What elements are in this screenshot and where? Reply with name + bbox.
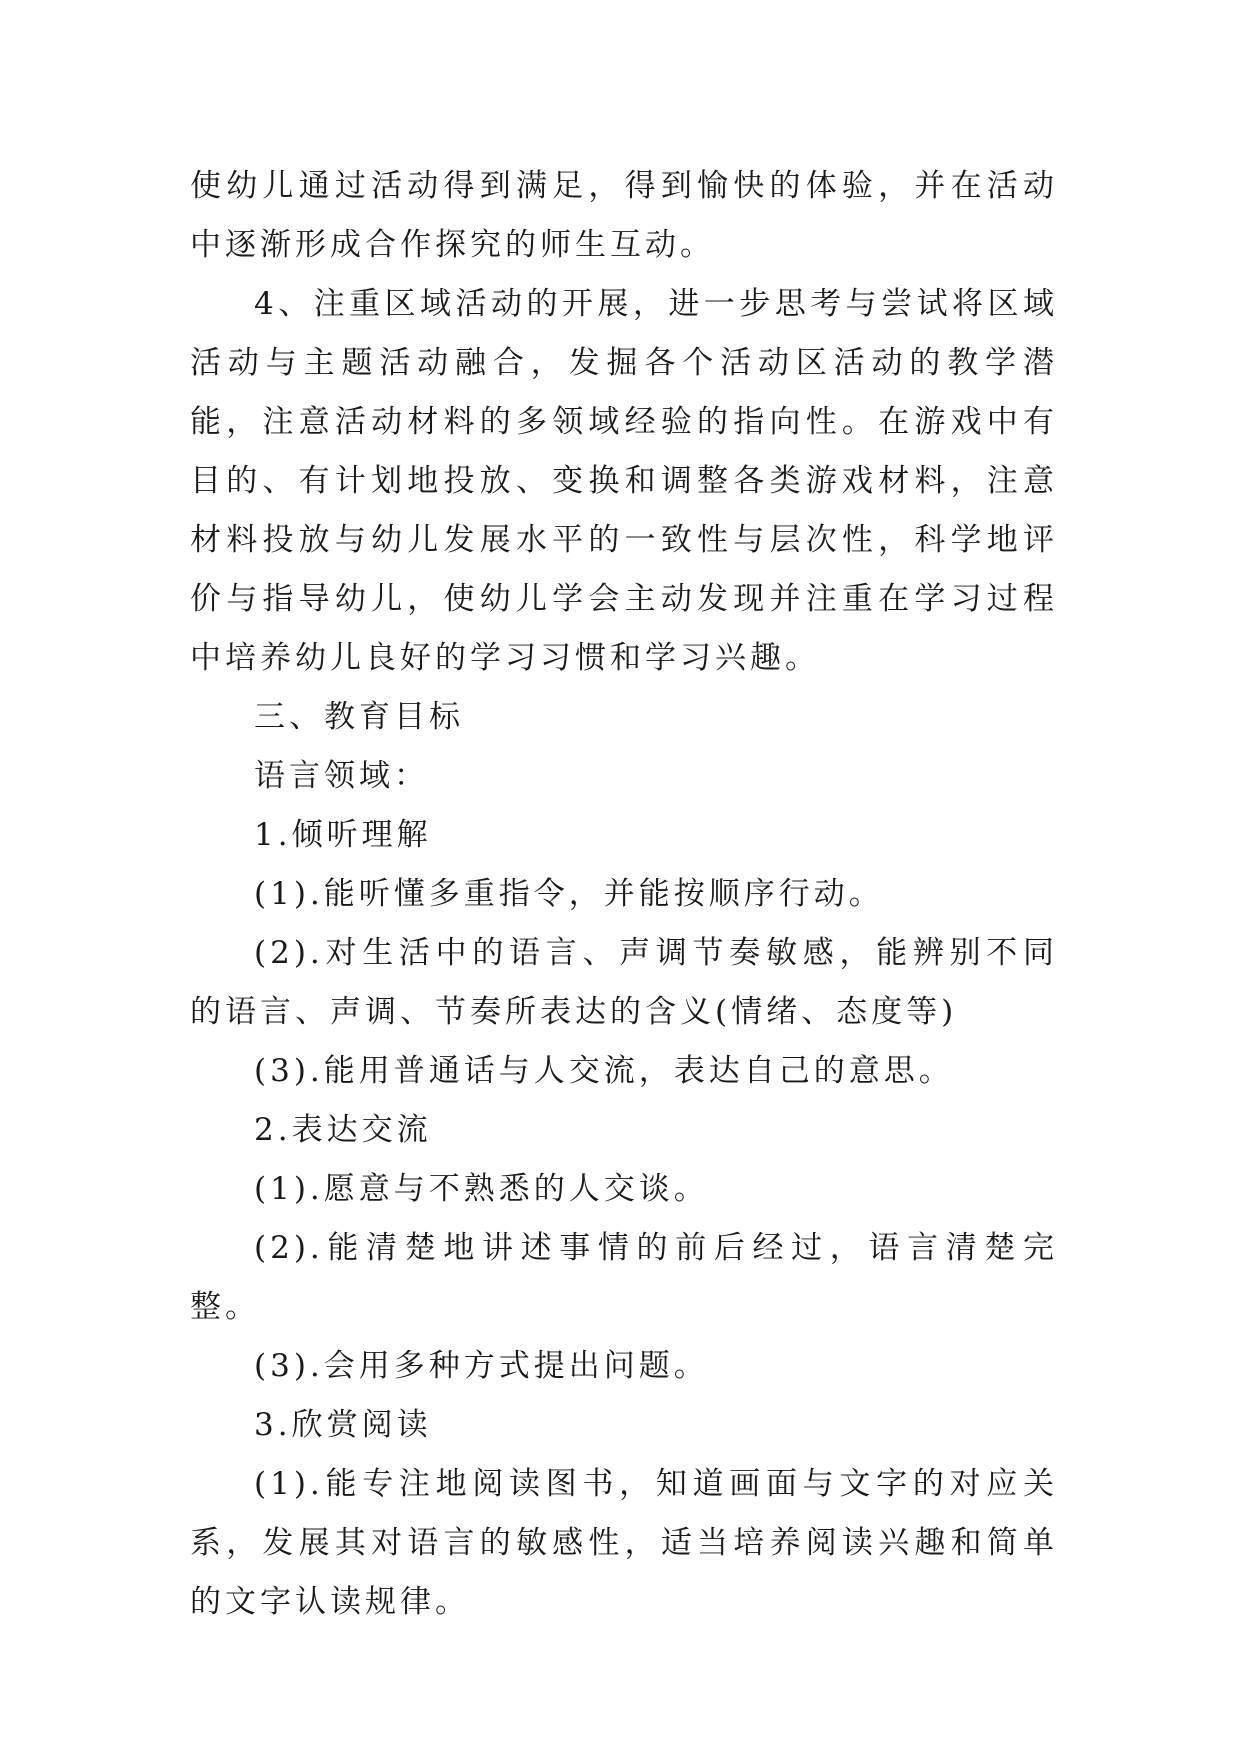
list-item: (2).能清楚地讲述事情的前后经过，语言清楚完整。 [190,1230,1058,1325]
list-heading: 2.表达交流 [254,1112,432,1148]
list-heading: 3.欣赏阅读 [254,1407,432,1443]
paragraph: 使幼儿通过活动得到满足，得到愉快的体验，并在活动中逐渐形成合作探究的师生互动。 [190,168,1058,263]
list-item: (3).会用多种方式提出问题。 [254,1348,709,1384]
list-item: (3).能用普通话与人交流，表达自己的意思。 [254,1053,954,1089]
list-item: (2).对生活中的语言、声调节奏敏感，能辨别不同的语言、声调、节奏所表达的含义(情绪、态度等) [190,935,1058,1030]
list-item: (1).能听懂多重指令，并能按顺序行动。 [254,876,884,912]
section-heading: 三、教育目标 [254,699,464,735]
document-body [190,157,1058,1632]
list-item: (1).愿意与不熟悉的人交谈。 [254,1171,709,1207]
subsection-heading: 语言领域： [254,758,429,794]
paragraph: 4、注重区域活动的开展，进一步思考与尝试将区域活动与主题活动融合，发掘各个活动区活动的教学潜能，注意活动材料的多领域经验的指向性。在游戏中有目的、有计划地投放、变换和调整各类游戏材料，注意材料投放与幼儿发展水平的一致性与层次性，科学地评价与指导幼儿，使幼儿学会主动发现并注重在学习过程中培养幼儿良好的学习习惯和学习兴趣。 [190,286,1058,676]
list-heading: 1.倾听理解 [254,817,432,853]
list-item: (1).能专注地阅读图书，知道画面与文字的对应关系，发展其对语言的敏感性，适当培养阅读兴趣和简单的文字认读规律。 [190,1466,1058,1620]
